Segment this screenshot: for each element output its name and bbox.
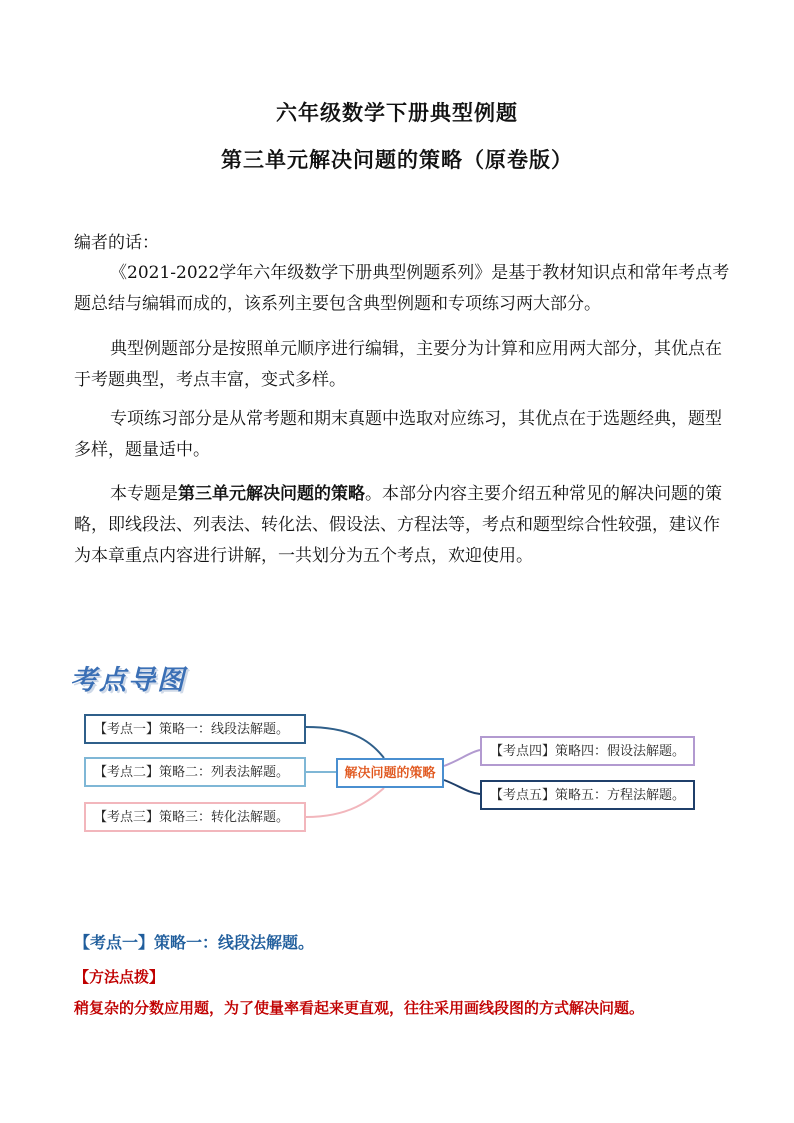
intro-p4-post: 。本部分内容主要介绍五种常见的解决问题的策略，即线段法、列表法、转化法、假设法、方程法等，考点和题型综合性较强，建议作为本章重点内容进行讲解，一共划分为五个考点，欢迎使用。 <box>74 484 722 566</box>
mindmap-node-4: 【考点四】策略四：假设法解题。 <box>480 736 695 766</box>
mindmap-node-1: 【考点一】策略一：线段法解题。 <box>84 714 306 744</box>
connector-node-5 <box>444 780 480 794</box>
document-title: 六年级数学下册典型例题 <box>276 100 518 125</box>
document-subtitle: 第三单元解决问题的策略（原卷版） <box>221 147 573 172</box>
intro-paragraph-2: 典型例题部分是按照单元顺序进行编辑，主要分为计算和应用两大部分，其优点在于考题典型，考点丰富，变式多样。 <box>74 339 722 390</box>
connector-node-3 <box>306 788 384 817</box>
connector-node-4 <box>444 750 480 766</box>
intro-paragraph-4 <box>74 479 734 572</box>
intro-paragraph-1: 《2021-2022学年六年级数学下册典型例题系列》是基于教材知识点和常年考点考题总结与编辑而成的，该系列主要包含典型例题和专项练习两大部分。 <box>74 263 730 314</box>
intro-p4-pre: 本专题是 <box>110 484 178 504</box>
section-1-heading: 【考点一】策略一：线段法解题。 <box>74 933 315 952</box>
mindmap-center-node: 解决问题的策略 <box>336 758 444 788</box>
mindmap-node-2: 【考点二】策略二：列表法解题。 <box>84 757 306 787</box>
connector-node-1 <box>306 727 384 758</box>
method-tip-text: 稍复杂的分数应用题，为了使量率看起来更直观，往往采用画线段图的方式解决问题。 <box>74 999 645 1017</box>
mindmap-heading: 考点导图 <box>70 665 186 696</box>
intro-p4-topic: 第三单元解决问题的策略 <box>178 484 365 504</box>
mindmap-node-5: 【考点五】策略五：方程法解题。 <box>480 780 695 810</box>
method-tip-heading: 【方法点拨】 <box>74 968 165 986</box>
intro-paragraph-3: 专项练习部分是从常考题和期末真题中选取对应练习，其优点在于选题经典，题型多样，题量适中。 <box>74 409 722 460</box>
mindmap-node-3: 【考点三】策略三：转化法解题。 <box>84 802 306 832</box>
editor-greeting: 编者的话： <box>74 233 159 253</box>
